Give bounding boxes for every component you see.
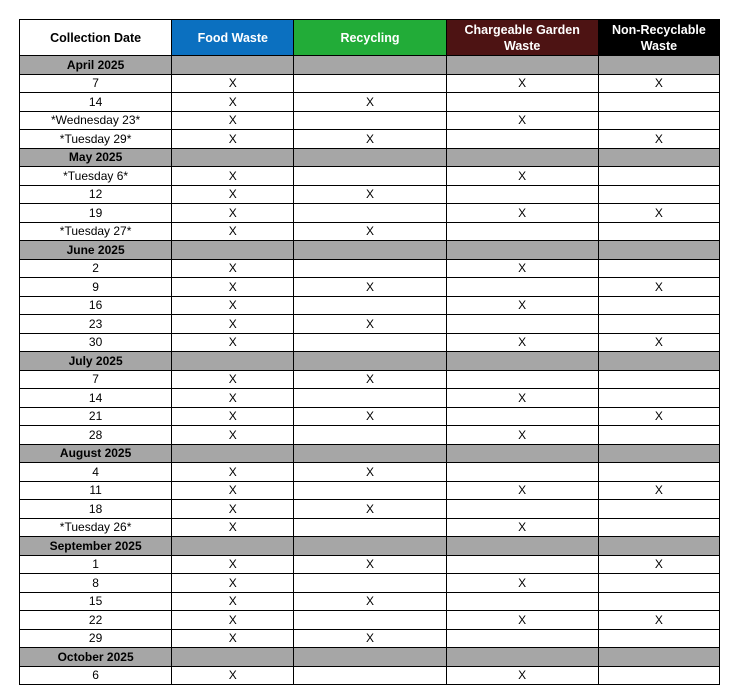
recycling-cell: X: [294, 278, 446, 297]
month-label: October 2025: [20, 648, 172, 667]
garden-waste-cell: X: [446, 574, 598, 593]
date-cell: 7: [20, 370, 172, 389]
month-label: July 2025: [20, 352, 172, 371]
non-recyclable-cell: [598, 574, 719, 593]
recycling-cell: [294, 611, 446, 630]
table-row: [20, 592, 720, 611]
table-row: [20, 296, 720, 315]
garden-waste-cell: X: [446, 611, 598, 630]
recycling-cell: [294, 574, 446, 593]
food-waste-cell: X: [172, 481, 294, 500]
table-row: [20, 629, 720, 648]
header-non-recyclable-waste: Non-Recyclable Waste: [598, 20, 719, 56]
non-recyclable-cell: [598, 167, 719, 186]
month-label: May 2025: [20, 148, 172, 167]
recycling-cell: [294, 481, 446, 500]
table-row: [20, 611, 720, 630]
month-header-cell: [598, 56, 719, 75]
recycling-cell: [294, 111, 446, 130]
date-cell: 29: [20, 629, 172, 648]
date-cell: 12: [20, 185, 172, 204]
recycling-cell: X: [294, 185, 446, 204]
food-waste-cell: X: [172, 204, 294, 223]
garden-waste-cell: [446, 130, 598, 149]
date-cell: *Tuesday 26*: [20, 518, 172, 537]
table-row: [20, 518, 720, 537]
recycling-cell: [294, 296, 446, 315]
schedule-body: [20, 56, 720, 685]
recycling-cell: [294, 666, 446, 685]
non-recyclable-cell: [598, 518, 719, 537]
date-cell: 18: [20, 500, 172, 519]
garden-waste-cell: [446, 500, 598, 519]
garden-waste-cell: X: [446, 389, 598, 408]
food-waste-cell: X: [172, 463, 294, 482]
month-header-cell: [294, 148, 446, 167]
non-recyclable-cell: X: [598, 204, 719, 223]
food-waste-cell: X: [172, 666, 294, 685]
recycling-cell: [294, 389, 446, 408]
food-waste-cell: X: [172, 167, 294, 186]
date-cell: 30: [20, 333, 172, 352]
food-waste-cell: X: [172, 93, 294, 112]
recycling-cell: [294, 333, 446, 352]
garden-waste-cell: [446, 370, 598, 389]
recycling-cell: X: [294, 629, 446, 648]
garden-waste-cell: [446, 555, 598, 574]
month-header-cell: [294, 648, 446, 667]
non-recyclable-cell: X: [598, 407, 719, 426]
non-recyclable-cell: [598, 222, 719, 241]
non-recyclable-cell: X: [598, 130, 719, 149]
recycling-cell: X: [294, 93, 446, 112]
non-recyclable-cell: [598, 463, 719, 482]
date-cell: 2: [20, 259, 172, 278]
month-header-cell: [294, 537, 446, 556]
month-header-cell: [294, 352, 446, 371]
food-waste-cell: X: [172, 74, 294, 93]
recycling-cell: X: [294, 463, 446, 482]
non-recyclable-cell: X: [598, 481, 719, 500]
table-row: [20, 555, 720, 574]
food-waste-cell: X: [172, 185, 294, 204]
table-row: [20, 370, 720, 389]
date-cell: 23: [20, 315, 172, 334]
month-label: April 2025: [20, 56, 172, 75]
month-label: September 2025: [20, 537, 172, 556]
recycling-cell: X: [294, 130, 446, 149]
non-recyclable-cell: X: [598, 333, 719, 352]
table-row: [20, 204, 720, 223]
month-header-cell: [172, 148, 294, 167]
garden-waste-cell: [446, 407, 598, 426]
month-header-cell: [598, 537, 719, 556]
table-row: [20, 463, 720, 482]
food-waste-cell: X: [172, 278, 294, 297]
date-cell: 19: [20, 204, 172, 223]
recycling-cell: [294, 518, 446, 537]
header-food-waste: Food Waste: [172, 20, 294, 56]
month-header-row: [20, 648, 720, 667]
header-collection-date: Collection Date: [20, 20, 172, 56]
table-row: [20, 426, 720, 445]
month-header-row: [20, 444, 720, 463]
date-cell: *Tuesday 6*: [20, 167, 172, 186]
recycling-cell: X: [294, 555, 446, 574]
month-header-cell: [598, 444, 719, 463]
month-header-cell: [294, 56, 446, 75]
month-header-row: [20, 148, 720, 167]
non-recyclable-cell: [598, 259, 719, 278]
collection-schedule: [19, 19, 720, 685]
recycling-cell: [294, 426, 446, 445]
non-recyclable-cell: [598, 666, 719, 685]
month-header-cell: [172, 241, 294, 260]
food-waste-cell: X: [172, 500, 294, 519]
food-waste-cell: X: [172, 611, 294, 630]
food-waste-cell: X: [172, 259, 294, 278]
table-row: [20, 278, 720, 297]
month-header-row: [20, 352, 720, 371]
food-waste-cell: X: [172, 574, 294, 593]
recycling-cell: [294, 204, 446, 223]
table-row: [20, 111, 720, 130]
non-recyclable-cell: [598, 111, 719, 130]
garden-waste-cell: X: [446, 333, 598, 352]
recycling-cell: X: [294, 500, 446, 519]
table-row: [20, 222, 720, 241]
month-header-cell: [598, 352, 719, 371]
food-waste-cell: X: [172, 333, 294, 352]
garden-waste-cell: [446, 93, 598, 112]
date-cell: 11: [20, 481, 172, 500]
food-waste-cell: X: [172, 370, 294, 389]
month-header-cell: [446, 241, 598, 260]
month-header-row: [20, 537, 720, 556]
garden-waste-cell: [446, 463, 598, 482]
garden-waste-cell: X: [446, 74, 598, 93]
recycling-cell: X: [294, 592, 446, 611]
month-header-cell: [446, 648, 598, 667]
non-recyclable-cell: [598, 296, 719, 315]
recycling-cell: X: [294, 407, 446, 426]
table-row: [20, 93, 720, 112]
table-row: [20, 333, 720, 352]
garden-waste-cell: X: [446, 204, 598, 223]
header-recycling: Recycling: [294, 20, 446, 56]
non-recyclable-cell: [598, 93, 719, 112]
date-cell: 1: [20, 555, 172, 574]
month-header-cell: [172, 648, 294, 667]
date-cell: 16: [20, 296, 172, 315]
non-recyclable-cell: [598, 500, 719, 519]
month-header-cell: [446, 148, 598, 167]
garden-waste-cell: X: [446, 481, 598, 500]
table-row: [20, 574, 720, 593]
month-header-cell: [446, 56, 598, 75]
month-label: June 2025: [20, 241, 172, 260]
non-recyclable-cell: X: [598, 555, 719, 574]
garden-waste-cell: X: [446, 259, 598, 278]
non-recyclable-cell: [598, 185, 719, 204]
non-recyclable-cell: [598, 592, 719, 611]
date-cell: 6: [20, 666, 172, 685]
month-header-cell: [294, 444, 446, 463]
food-waste-cell: X: [172, 222, 294, 241]
date-cell: *Tuesday 27*: [20, 222, 172, 241]
month-header-cell: [446, 537, 598, 556]
table-row: [20, 389, 720, 408]
food-waste-cell: X: [172, 111, 294, 130]
non-recyclable-cell: [598, 629, 719, 648]
table-row: [20, 259, 720, 278]
recycling-cell: [294, 74, 446, 93]
table-row: [20, 74, 720, 93]
date-cell: 4: [20, 463, 172, 482]
month-header-row: [20, 241, 720, 260]
food-waste-cell: X: [172, 629, 294, 648]
recycling-cell: X: [294, 315, 446, 334]
date-cell: 15: [20, 592, 172, 611]
month-header-cell: [172, 352, 294, 371]
table-row: [20, 666, 720, 685]
garden-waste-cell: X: [446, 111, 598, 130]
garden-waste-cell: [446, 592, 598, 611]
table-row: [20, 185, 720, 204]
garden-waste-cell: [446, 185, 598, 204]
header-garden-waste: Chargeable Garden Waste: [446, 20, 598, 56]
food-waste-cell: X: [172, 389, 294, 408]
date-cell: 9: [20, 278, 172, 297]
date-cell: 22: [20, 611, 172, 630]
garden-waste-cell: [446, 629, 598, 648]
recycling-cell: X: [294, 370, 446, 389]
table-row: [20, 500, 720, 519]
month-label: August 2025: [20, 444, 172, 463]
garden-waste-cell: X: [446, 426, 598, 445]
month-header-cell: [446, 444, 598, 463]
date-cell: 14: [20, 389, 172, 408]
table-row: [20, 315, 720, 334]
non-recyclable-cell: X: [598, 74, 719, 93]
garden-waste-cell: X: [446, 167, 598, 186]
date-cell: *Wednesday 23*: [20, 111, 172, 130]
food-waste-cell: X: [172, 296, 294, 315]
food-waste-cell: X: [172, 555, 294, 574]
garden-waste-cell: [446, 278, 598, 297]
non-recyclable-cell: [598, 315, 719, 334]
food-waste-cell: X: [172, 518, 294, 537]
month-header-cell: [598, 148, 719, 167]
date-cell: 8: [20, 574, 172, 593]
recycling-cell: X: [294, 222, 446, 241]
month-header-cell: [172, 537, 294, 556]
non-recyclable-cell: X: [598, 278, 719, 297]
non-recyclable-cell: X: [598, 611, 719, 630]
date-cell: 28: [20, 426, 172, 445]
table-row: [20, 130, 720, 149]
garden-waste-cell: X: [446, 666, 598, 685]
schedule-table: [19, 19, 720, 685]
date-cell: 21: [20, 407, 172, 426]
header-row: [20, 20, 720, 56]
month-header-cell: [598, 648, 719, 667]
date-cell: *Tuesday 29*: [20, 130, 172, 149]
month-header-cell: [598, 241, 719, 260]
food-waste-cell: X: [172, 426, 294, 445]
food-waste-cell: X: [172, 315, 294, 334]
date-cell: 7: [20, 74, 172, 93]
non-recyclable-cell: [598, 389, 719, 408]
garden-waste-cell: [446, 315, 598, 334]
table-row: [20, 481, 720, 500]
food-waste-cell: X: [172, 130, 294, 149]
date-cell: 14: [20, 93, 172, 112]
month-header-cell: [172, 444, 294, 463]
food-waste-cell: X: [172, 407, 294, 426]
food-waste-cell: X: [172, 592, 294, 611]
month-header-cell: [294, 241, 446, 260]
month-header-cell: [446, 352, 598, 371]
non-recyclable-cell: [598, 370, 719, 389]
table-row: [20, 407, 720, 426]
table-row: [20, 167, 720, 186]
garden-waste-cell: X: [446, 518, 598, 537]
non-recyclable-cell: [598, 426, 719, 445]
garden-waste-cell: X: [446, 296, 598, 315]
month-header-cell: [172, 56, 294, 75]
garden-waste-cell: [446, 222, 598, 241]
recycling-cell: [294, 259, 446, 278]
month-header-row: [20, 56, 720, 75]
recycling-cell: [294, 167, 446, 186]
